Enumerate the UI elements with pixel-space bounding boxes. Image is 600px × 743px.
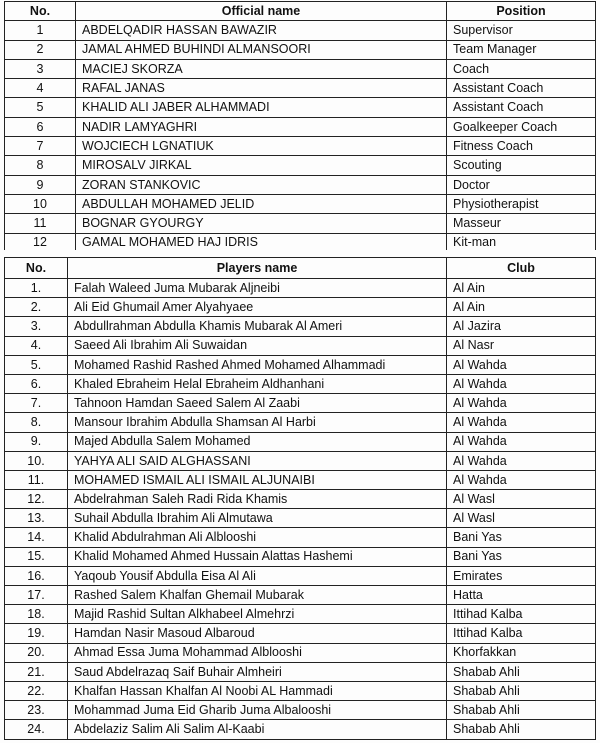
player-row [5,470,596,489]
official-row-no: 10 [5,194,76,213]
player-row-name: Abdullrahman Abdulla Khamis Mubarak Al Ameri [68,317,447,336]
player-row-no: 14. [5,528,68,547]
player-row-name: Mohammad Juma Eid Gharib Juma Albalooshi [68,701,447,720]
official-row-position: Assistant Coach [447,79,596,98]
official-row-no: 12 [5,233,76,252]
player-row-name: Majed Abdulla Salem Mohamed [68,432,447,451]
player-row-no: 12. [5,490,68,509]
player-row-no: 20. [5,643,68,662]
official-row-no: 3 [5,59,76,78]
player-row-club: Al Wahda [447,432,596,451]
player-row [5,394,596,413]
player-row-club: Al Wahda [447,355,596,374]
player-row-no: 19. [5,624,68,643]
official-row-position: Assistant Coach [447,98,596,117]
player-row-club: Al Wasl [447,509,596,528]
player-row [5,586,596,605]
player-row-club: Hatta [447,586,596,605]
player-row-name: Suhail Abdulla Ibrahim Ali Almutawa [68,509,447,528]
player-row-no: 2. [5,298,68,317]
official-row [5,79,596,98]
official-row [5,194,596,213]
player-row [5,298,596,317]
officials-header-name: Official name [76,2,447,21]
official-row [5,214,596,233]
player-row-club: Bani Yas [447,547,596,566]
player-row-no: 1. [5,279,68,298]
official-row-name: RAFAL JANAS [76,79,447,98]
player-row [5,624,596,643]
officials-table [4,1,596,253]
official-row-no: 8 [5,156,76,175]
official-row-position: Supervisor [447,21,596,40]
player-row-no: 24. [5,720,68,739]
official-row-no: 5 [5,98,76,117]
official-row-name: MIROSALV JIRKAL [76,156,447,175]
player-row [5,413,596,432]
official-row-no: 7 [5,137,76,156]
player-row [5,605,596,624]
player-row-no: 9. [5,432,68,451]
player-row-name: Saud Abdelrazaq Saif Buhair Almheiri [68,662,447,681]
player-row-name: Rashed Salem Khalfan Ghemail Mubarak [68,586,447,605]
official-row [5,40,596,59]
player-row-club: Al Ain [447,298,596,317]
official-row-position: Scouting [447,156,596,175]
official-row-position: Kit-man [447,233,596,252]
player-row-name: Ali Eid Ghumail Amer Alyahyaee [68,298,447,317]
official-row-name: ABDELQADIR HASSAN BAWAZIR [76,21,447,40]
player-row [5,432,596,451]
player-row-club: Shabab Ahli [447,720,596,739]
official-row-position: Goalkeeper Coach [447,117,596,136]
player-row-club: Shabab Ahli [447,681,596,700]
player-row-name: Yaqoub Yousif Abdulla Eisa Al Ali [68,566,447,585]
player-row [5,490,596,509]
official-row-no: 2 [5,40,76,59]
player-row [5,355,596,374]
players-header-row [5,258,596,279]
player-row-no: 3. [5,317,68,336]
player-row-no: 7. [5,394,68,413]
player-row-club: Khorfakkan [447,643,596,662]
players-header-club: Club [447,258,596,279]
player-row-club: Al Nasr [447,336,596,355]
official-row-position: Doctor [447,175,596,194]
players-table [4,257,596,740]
official-row-no: 1 [5,21,76,40]
player-row-club: Emirates [447,566,596,585]
player-row [5,566,596,585]
player-row-no: 17. [5,586,68,605]
player-row-name: Tahnoon Hamdan Saeed Salem Al Zaabi [68,394,447,413]
player-row-name: Abdelaziz Salim Ali Salim Al-Kaabi [68,720,447,739]
player-row-name: Saeed Ali Ibrahim Ali Suwaidan [68,336,447,355]
player-row [5,662,596,681]
player-row [5,720,596,739]
player-row-name: Khalid Abdulrahman Ali Alblooshi [68,528,447,547]
officials-header-position: Position [447,2,596,21]
player-row-club: Ittihad Kalba [447,605,596,624]
official-row-name: GAMAL MOHAMED HAJ IDRIS [76,233,447,252]
official-row-no: 11 [5,214,76,233]
official-row-no: 6 [5,117,76,136]
official-row-position: Physiotherapist [447,194,596,213]
player-row-name: Ahmad Essa Juma Mohammad Alblooshi [68,643,447,662]
player-row-no: 15. [5,547,68,566]
player-row-no: 8. [5,413,68,432]
player-row-club: Shabab Ahli [447,662,596,681]
player-row [5,509,596,528]
table-separator [0,250,600,257]
player-row-club: Al Wahda [447,413,596,432]
player-row [5,643,596,662]
player-row-no: 18. [5,605,68,624]
player-row-club: Shabab Ahli [447,701,596,720]
official-row-name: BOGNAR GYOURGY [76,214,447,233]
player-row-club: Al Jazira [447,317,596,336]
player-row-no: 10. [5,451,68,470]
players-header-name: Players name [68,258,447,279]
official-row-position: Fitness Coach [447,137,596,156]
player-row-no: 22. [5,681,68,700]
player-row [5,336,596,355]
player-row-no: 6. [5,374,68,393]
player-row-name: Khaled Ebraheim Helal Ebraheim Aldhanhani [68,374,447,393]
player-row [5,317,596,336]
official-row [5,156,596,175]
official-row-no: 4 [5,79,76,98]
player-row-name: Majid Rashid Sultan Alkhabeel Almehrzi [68,605,447,624]
player-row-club: Al Ain [447,279,596,298]
official-row-name: JAMAL AHMED BUHINDI ALMANSOORI [76,40,447,59]
player-row-no: 5. [5,355,68,374]
players-header-no: No. [5,258,68,279]
player-row-name: Falah Waleed Juma Mubarak Aljneibi [68,279,447,298]
player-row-no: 23. [5,701,68,720]
official-row-name: KHALID ALI JABER ALHAMMADI [76,98,447,117]
player-row-name: YAHYA ALI SAID ALGHASSANI [68,451,447,470]
player-row [5,451,596,470]
official-row-name: MACIEJ SKORZA [76,59,447,78]
officials-header-no: No. [5,2,76,21]
player-row-club: Bani Yas [447,528,596,547]
player-row-name: Khalid Mohamed Ahmed Hussain Alattas Hashemi [68,547,447,566]
player-row [5,547,596,566]
player-row [5,681,596,700]
official-row-position: Team Manager [447,40,596,59]
official-row-name: WOJCIECH LGNATIUK [76,137,447,156]
official-row-no: 9 [5,175,76,194]
player-row-name: Khalfan Hassan Khalfan Al Noobi AL Hammadi [68,681,447,700]
player-row-club: Al Wahda [447,374,596,393]
official-row-position: Coach [447,59,596,78]
official-row [5,117,596,136]
player-row-club: Al Wahda [447,470,596,489]
official-row-name: NADIR LAMYAGHRI [76,117,447,136]
player-row-name: MOHAMED ISMAIL ALI ISMAIL ALJUNAIBI [68,470,447,489]
officials-header-row [5,2,596,21]
player-row-no: 16. [5,566,68,585]
player-row-name: Hamdan Nasir Masoud Albaroud [68,624,447,643]
player-row-no: 11. [5,470,68,489]
player-row [5,528,596,547]
player-row-club: Al Wahda [447,394,596,413]
official-row [5,21,596,40]
player-row [5,374,596,393]
official-row-name: ABDULLAH MOHAMED JELID [76,194,447,213]
official-row [5,98,596,117]
player-row-no: 21. [5,662,68,681]
player-row [5,701,596,720]
official-row-position: Masseur [447,214,596,233]
player-row [5,279,596,298]
official-row-name: ZORAN STANKOVIC [76,175,447,194]
player-row-club: Al Wahda [447,451,596,470]
official-row [5,137,596,156]
player-row-name: Mohamed Rashid Rashed Ahmed Mohamed Alhammadi [68,355,447,374]
official-row [5,59,596,78]
player-row-name: Abdelrahman Saleh Radi Rida Khamis [68,490,447,509]
official-row [5,175,596,194]
player-row-club: Al Wasl [447,490,596,509]
player-row-no: 4. [5,336,68,355]
player-row-no: 13. [5,509,68,528]
player-row-name: Mansour Ibrahim Abdulla Shamsan Al Harbi [68,413,447,432]
player-row-club: Ittihad Kalba [447,624,596,643]
